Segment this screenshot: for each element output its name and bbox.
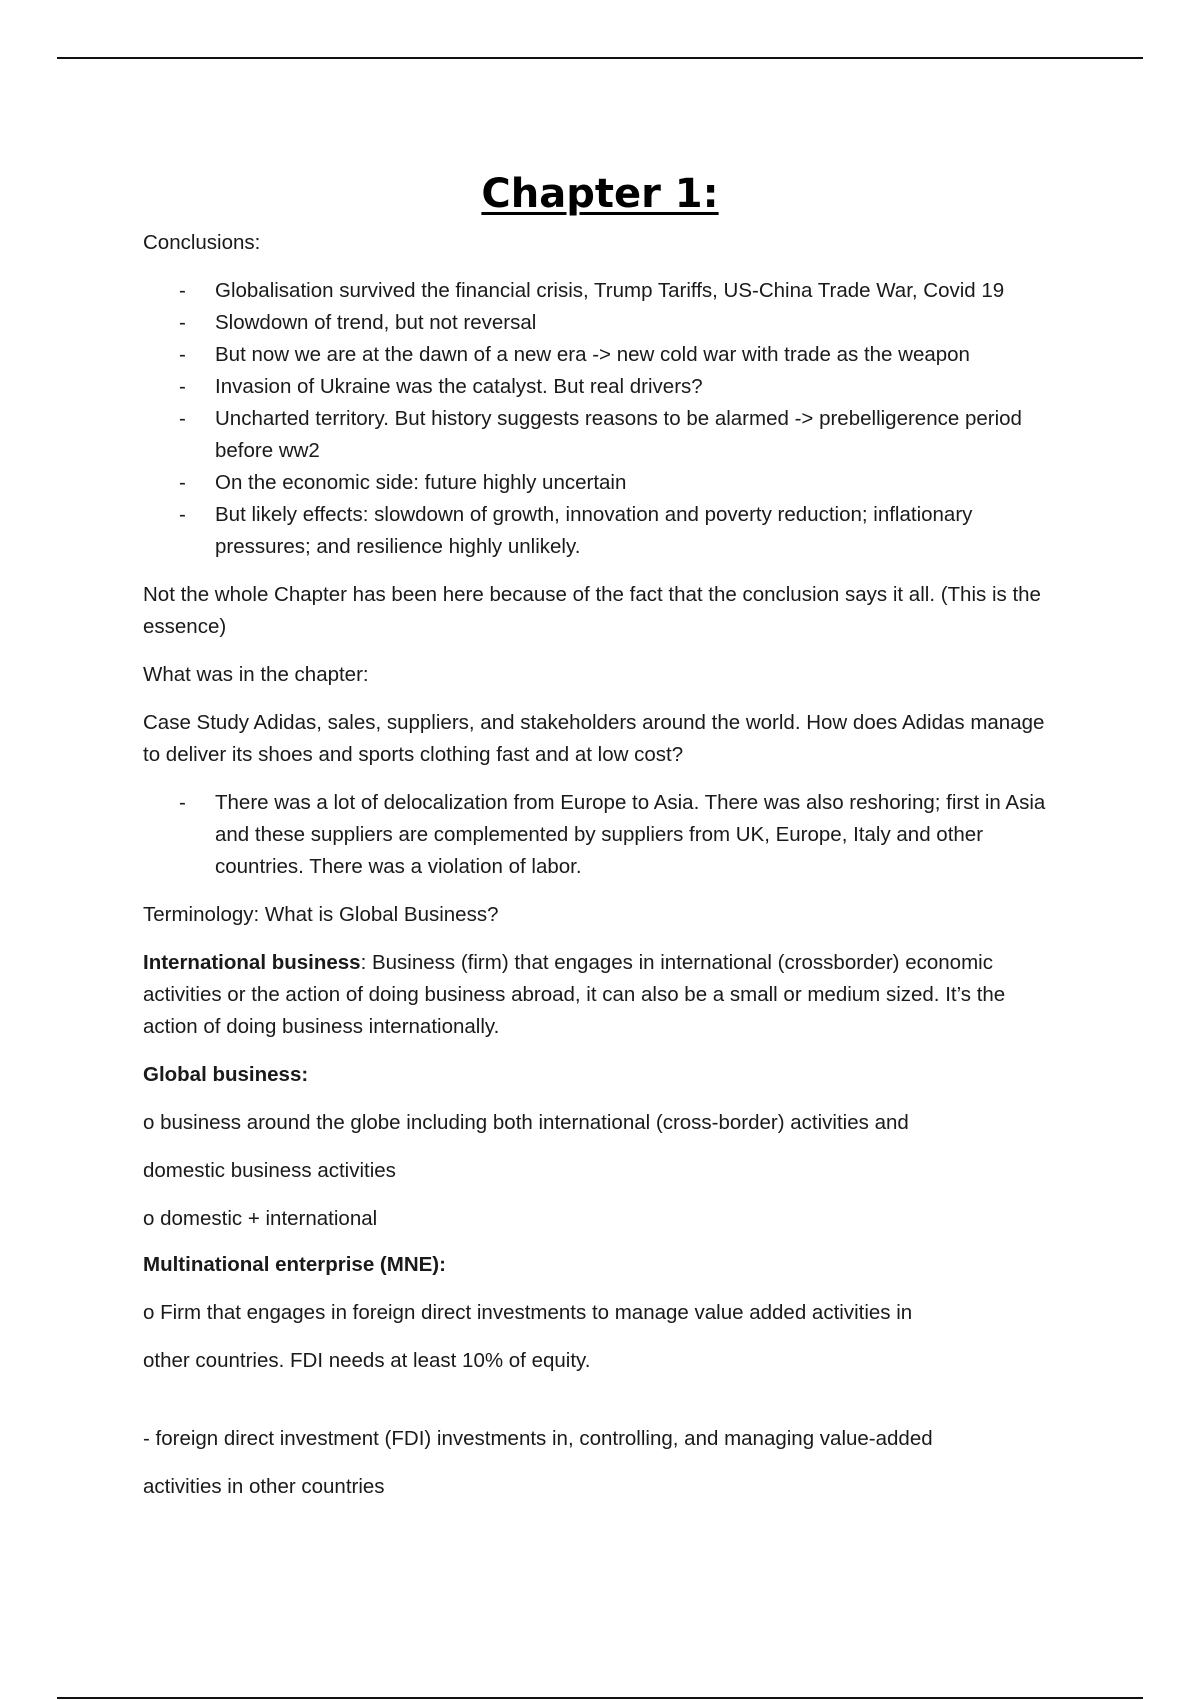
page-title: Chapter 1: xyxy=(481,171,719,217)
bullet-marker: - xyxy=(179,791,186,814)
global-business-line: domestic business activities xyxy=(143,1159,396,1182)
list-item xyxy=(179,275,1063,307)
mne-term: Multinational enterprise (MNE): xyxy=(143,1253,446,1276)
fdi-line: - foreign direct investment (FDI) investments in, controlling, and managing value-added xyxy=(143,1427,933,1450)
mne-line: other countries. FDI needs at least 10% of equity. xyxy=(143,1349,591,1372)
international-business-text: : Business (firm) that engages in international (crossborder) economic activities or the action of doing business abroad, it can also be a small or medium sized. It’s the action of doing business internationally. xyxy=(143,951,1006,1038)
global-business-line: o business around the globe including both international (cross-border) activities and xyxy=(143,1111,909,1134)
bullet-marker: - xyxy=(179,503,186,526)
list-item-text: Slowdown of trend, but not reversal xyxy=(215,311,537,334)
list-item xyxy=(179,307,1063,339)
list-item xyxy=(179,371,1063,403)
bullet-marker: - xyxy=(179,343,186,366)
list-item xyxy=(179,787,1063,883)
conclusions-list xyxy=(143,275,1063,563)
document-body xyxy=(143,227,1063,1519)
global-business-term: Global business: xyxy=(143,1063,309,1086)
list-item-text: Globalisation survived the financial crisis, Trump Tariffs, US-China Trade War, Covid 19 xyxy=(215,279,1005,302)
list-item-text: But now we are at the dawn of a new era -> new cold war with trade as the weapon xyxy=(215,343,970,366)
list-item xyxy=(179,467,1063,499)
fdi-line: activities in other countries xyxy=(143,1475,385,1498)
list-item xyxy=(179,499,1063,563)
mne-line: o Firm that engages in foreign direct investments to manage value added activities in xyxy=(143,1301,913,1324)
chapter-contents-heading: What was in the chapter: xyxy=(143,663,369,686)
case-study-list xyxy=(143,787,1063,883)
global-business-line: o domestic + international xyxy=(143,1207,378,1230)
list-item-text: Invasion of Ukraine was the catalyst. But real drivers? xyxy=(215,375,703,398)
international-business-term: International business xyxy=(143,951,361,974)
list-item-text: There was a lot of delocalization from Europe to Asia. There was also reshoring; first in Asia and these suppliers are complemented by suppliers from UK, Europe, Italy and other countries. There was a violation of labor. xyxy=(215,791,1046,878)
list-item-text: But likely effects: slowdown of growth, innovation and poverty reduction; inflationary pressures; and resilience highly unlikely. xyxy=(215,503,973,558)
bullet-marker: - xyxy=(179,375,186,398)
bullet-marker: - xyxy=(179,471,186,494)
bullet-marker: - xyxy=(179,311,186,334)
case-study-paragraph: Case Study Adidas, sales, suppliers, and stakeholders around the world. How does Adidas manage to deliver its shoes and sports clothing fast and at low cost? xyxy=(143,711,1045,766)
bullet-marker: - xyxy=(179,407,186,430)
list-item-text: On the economic side: future highly uncertain xyxy=(215,471,627,494)
essence-note: Not the whole Chapter has been here because of the fact that the conclusion says it all. (This is the essence) xyxy=(143,583,1041,638)
header-rule xyxy=(57,57,1143,59)
footer-rule xyxy=(57,1697,1143,1699)
mne-heading xyxy=(143,1249,1063,1281)
global-business-heading xyxy=(143,1059,1063,1091)
list-item xyxy=(179,339,1063,371)
list-item-text: Uncharted territory. But history suggests reasons to be alarmed -> prebelligerence period before ww2 xyxy=(215,407,1022,462)
bullet-marker: - xyxy=(179,279,186,302)
list-item xyxy=(179,403,1063,467)
conclusions-heading: Conclusions: xyxy=(143,231,261,254)
terminology-heading: Terminology: What is Global Business? xyxy=(143,903,499,926)
international-business-definition xyxy=(143,947,1063,1043)
